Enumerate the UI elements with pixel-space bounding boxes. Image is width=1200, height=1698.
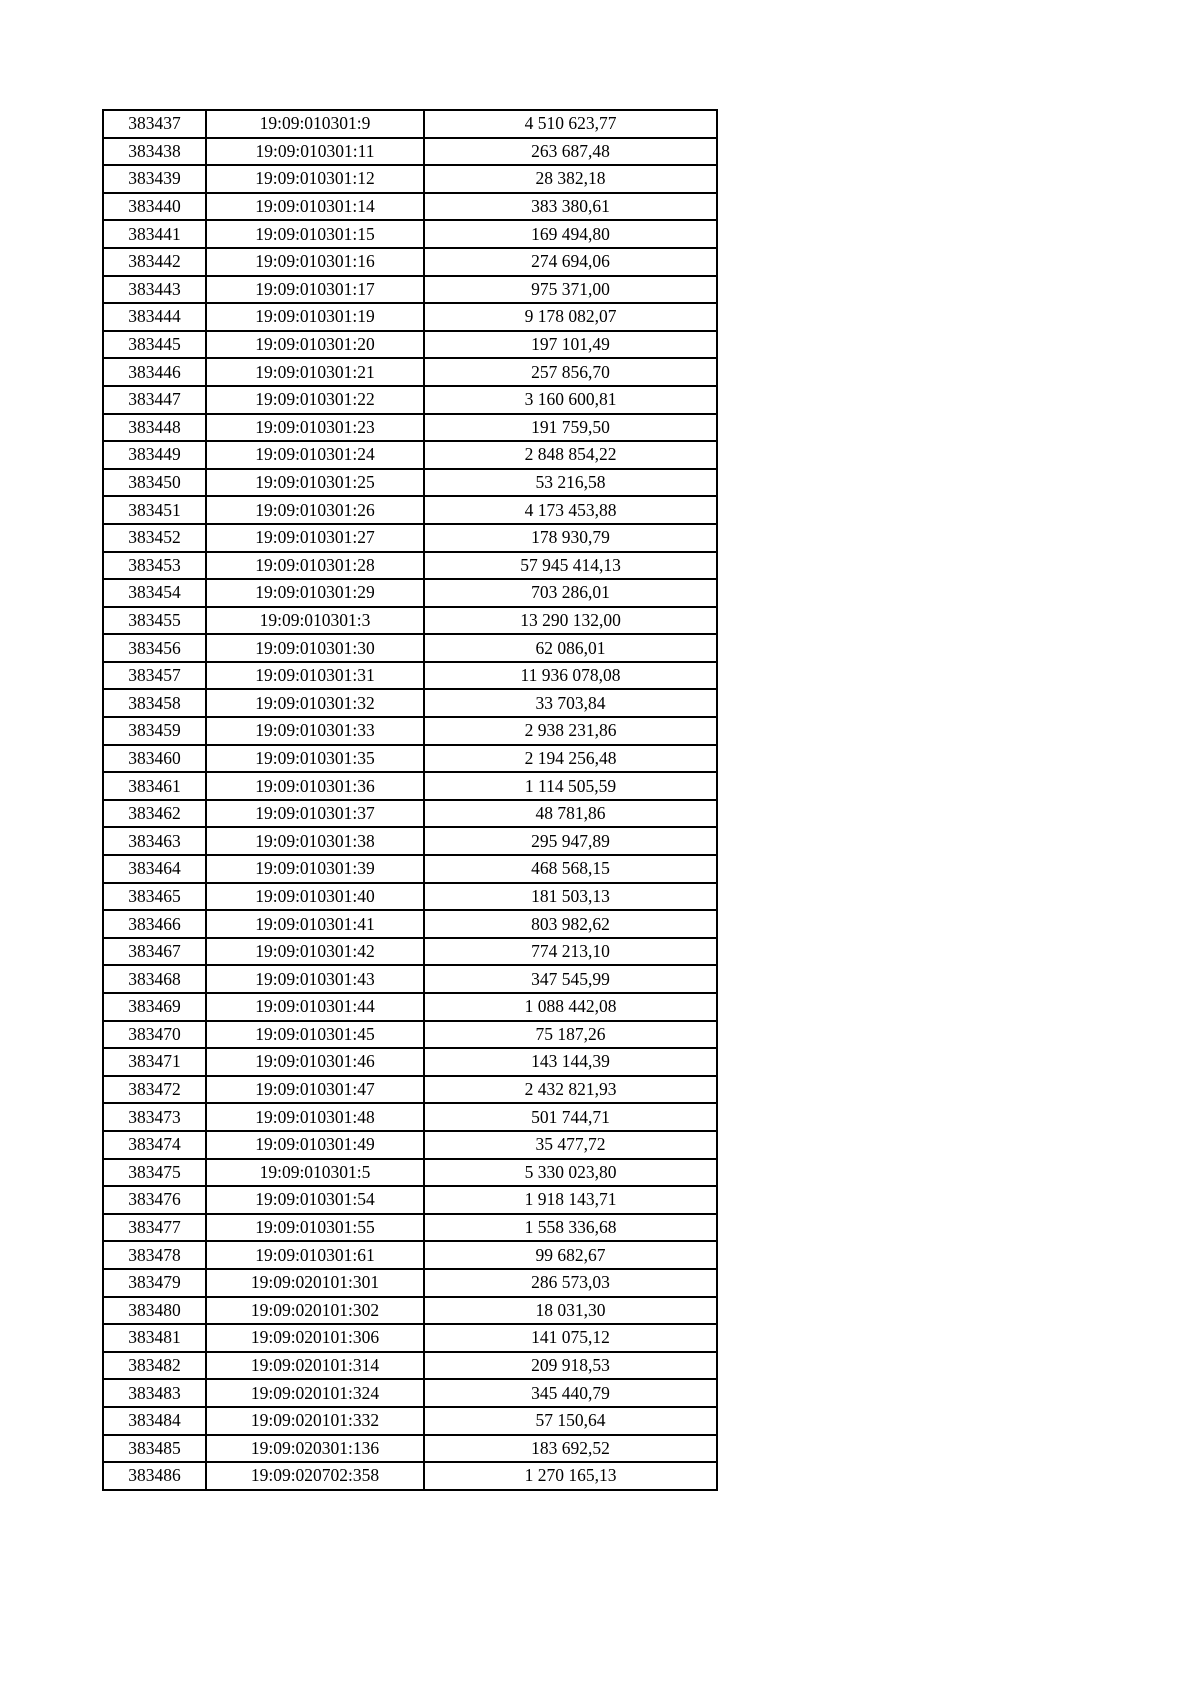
table-row [103, 386, 717, 414]
cadastral-value-cell: 501 744,71 [424, 1103, 717, 1131]
cadastral-value-cell: 28 382,18 [424, 165, 717, 193]
row-number-cell: 383483 [103, 1379, 206, 1407]
table-row [103, 1435, 717, 1463]
cadastral-value-cell: 2 938 231,86 [424, 717, 717, 745]
table-row [103, 855, 717, 883]
row-number-cell: 383464 [103, 855, 206, 883]
cadastral-number-cell: 19:09:010301:26 [206, 496, 424, 524]
cadastral-number-cell: 19:09:010301:17 [206, 276, 424, 304]
row-number-cell: 383469 [103, 993, 206, 1021]
cadastral-number-cell: 19:09:010301:32 [206, 689, 424, 717]
table-row [103, 1241, 717, 1269]
row-number-cell: 383440 [103, 193, 206, 221]
cadastral-number-cell: 19:09:010301:9 [206, 110, 424, 138]
cadastral-value-cell: 468 568,15 [424, 855, 717, 883]
row-number-cell: 383471 [103, 1048, 206, 1076]
table-row [103, 414, 717, 442]
cadastral-number-cell: 19:09:010301:24 [206, 441, 424, 469]
cadastral-number-cell: 19:09:010301:27 [206, 524, 424, 552]
row-number-cell: 383468 [103, 965, 206, 993]
cadastral-number-cell: 19:09:010301:38 [206, 827, 424, 855]
table-row [103, 1379, 717, 1407]
table-row [103, 193, 717, 221]
cadastral-number-cell: 19:09:010301:12 [206, 165, 424, 193]
table-row [103, 965, 717, 993]
cadastral-value-cell: 143 144,39 [424, 1048, 717, 1076]
table-row [103, 772, 717, 800]
cadastral-value-cell: 191 759,50 [424, 414, 717, 442]
row-number-cell: 383477 [103, 1214, 206, 1242]
row-number-cell: 383445 [103, 331, 206, 359]
cadastral-value-cell: 803 982,62 [424, 910, 717, 938]
cadastral-value-cell: 141 075,12 [424, 1324, 717, 1352]
table-row [103, 1269, 717, 1297]
row-number-cell: 383457 [103, 662, 206, 690]
row-number-cell: 383455 [103, 607, 206, 635]
row-number-cell: 383485 [103, 1435, 206, 1463]
row-number-cell: 383439 [103, 165, 206, 193]
row-number-cell: 383481 [103, 1324, 206, 1352]
cadastral-number-cell: 19:09:010301:3 [206, 607, 424, 635]
cadastral-value-cell: 1 088 442,08 [424, 993, 717, 1021]
row-number-cell: 383476 [103, 1186, 206, 1214]
cadastral-value-cell: 286 573,03 [424, 1269, 717, 1297]
cadastral-value-cell: 774 213,10 [424, 938, 717, 966]
row-number-cell: 383475 [103, 1159, 206, 1187]
row-number-cell: 383472 [103, 1076, 206, 1104]
row-number-cell: 383470 [103, 1021, 206, 1049]
row-number-cell: 383437 [103, 110, 206, 138]
table-row [103, 607, 717, 635]
table-row [103, 717, 717, 745]
cadastral-number-cell: 19:09:010301:43 [206, 965, 424, 993]
table-row [103, 1131, 717, 1159]
row-number-cell: 383461 [103, 772, 206, 800]
table-row [103, 1159, 717, 1187]
row-number-cell: 383478 [103, 1241, 206, 1269]
row-number-cell: 383459 [103, 717, 206, 745]
table-row [103, 358, 717, 386]
table-row [103, 469, 717, 497]
row-number-cell: 383438 [103, 138, 206, 166]
cadastral-number-cell: 19:09:010301:15 [206, 220, 424, 248]
cadastral-value-cell: 9 178 082,07 [424, 303, 717, 331]
cadastral-number-cell: 19:09:010301:48 [206, 1103, 424, 1131]
table-row [103, 524, 717, 552]
table-row [103, 827, 717, 855]
row-number-cell: 383460 [103, 745, 206, 773]
cadastral-value-cell: 18 031,30 [424, 1297, 717, 1325]
cadastral-value-cell: 181 503,13 [424, 883, 717, 911]
cadastral-value-cell: 703 286,01 [424, 579, 717, 607]
table-row [103, 276, 717, 304]
row-number-cell: 383451 [103, 496, 206, 524]
cadastral-number-cell: 19:09:010301:49 [206, 1131, 424, 1159]
table-row [103, 800, 717, 828]
table-body [103, 110, 717, 1490]
cadastral-value-cell: 5 330 023,80 [424, 1159, 717, 1187]
cadastral-value-cell: 4 173 453,88 [424, 496, 717, 524]
cadastral-number-cell: 19:09:010301:36 [206, 772, 424, 800]
cadastral-value-cell: 1 558 336,68 [424, 1214, 717, 1242]
cadastral-value-cell: 347 545,99 [424, 965, 717, 993]
cadastral-number-cell: 19:09:010301:16 [206, 248, 424, 276]
table-row [103, 662, 717, 690]
table-row [103, 220, 717, 248]
cadastral-number-cell: 19:09:020101:314 [206, 1352, 424, 1380]
cadastral-value-cell: 48 781,86 [424, 800, 717, 828]
row-number-cell: 383453 [103, 552, 206, 580]
table-row [103, 938, 717, 966]
cadastral-value-cell: 53 216,58 [424, 469, 717, 497]
cadastral-number-cell: 19:09:020101:301 [206, 1269, 424, 1297]
cadastral-number-cell: 19:09:010301:25 [206, 469, 424, 497]
cadastral-number-cell: 19:09:010301:42 [206, 938, 424, 966]
table-row [103, 1324, 717, 1352]
cadastral-value-cell: 257 856,70 [424, 358, 717, 386]
cadastral-value-cell: 975 371,00 [424, 276, 717, 304]
table-row [103, 552, 717, 580]
row-number-cell: 383465 [103, 883, 206, 911]
table-row [103, 1103, 717, 1131]
cadastral-number-cell: 19:09:010301:55 [206, 1214, 424, 1242]
cadastral-value-cell: 1 114 505,59 [424, 772, 717, 800]
table-row [103, 910, 717, 938]
table-row [103, 1048, 717, 1076]
row-number-cell: 383473 [103, 1103, 206, 1131]
cadastral-value-cell: 4 510 623,77 [424, 110, 717, 138]
table-row [103, 1407, 717, 1435]
cadastral-number-cell: 19:09:010301:11 [206, 138, 424, 166]
table-row [103, 883, 717, 911]
cadastral-value-cell: 1 918 143,71 [424, 1186, 717, 1214]
cadastral-number-cell: 19:09:020101:306 [206, 1324, 424, 1352]
row-number-cell: 383452 [103, 524, 206, 552]
cadastral-value-cell: 209 918,53 [424, 1352, 717, 1380]
table-row [103, 248, 717, 276]
cadastral-number-cell: 19:09:010301:33 [206, 717, 424, 745]
cadastral-number-cell: 19:09:020702:358 [206, 1462, 424, 1490]
cadastral-value-cell: 2 432 821,93 [424, 1076, 717, 1104]
cadastral-number-cell: 19:09:020301:136 [206, 1435, 424, 1463]
cadastral-number-cell: 19:09:010301:23 [206, 414, 424, 442]
row-number-cell: 383484 [103, 1407, 206, 1435]
cadastral-value-cell: 3 160 600,81 [424, 386, 717, 414]
cadastral-value-cell: 295 947,89 [424, 827, 717, 855]
cadastral-number-cell: 19:09:010301:20 [206, 331, 424, 359]
cadastral-number-cell: 19:09:010301:45 [206, 1021, 424, 1049]
cadastral-number-cell: 19:09:010301:29 [206, 579, 424, 607]
cadastral-value-cell: 169 494,80 [424, 220, 717, 248]
cadastral-number-cell: 19:09:010301:40 [206, 883, 424, 911]
table-row [103, 1214, 717, 1242]
cadastral-number-cell: 19:09:020101:302 [206, 1297, 424, 1325]
table-row [103, 110, 717, 138]
cadastral-value-cell: 263 687,48 [424, 138, 717, 166]
cadastral-value-cell: 13 290 132,00 [424, 607, 717, 635]
row-number-cell: 383446 [103, 358, 206, 386]
table-row [103, 138, 717, 166]
table-row [103, 1462, 717, 1490]
row-number-cell: 383449 [103, 441, 206, 469]
cadastral-number-cell: 19:09:020101:332 [206, 1407, 424, 1435]
table-row [103, 634, 717, 662]
cadastral-value-cell: 1 270 165,13 [424, 1462, 717, 1490]
cadastral-number-cell: 19:09:010301:30 [206, 634, 424, 662]
cadastral-number-cell: 19:09:010301:41 [206, 910, 424, 938]
table-row [103, 1076, 717, 1104]
table-row [103, 331, 717, 359]
table-row [103, 745, 717, 773]
row-number-cell: 383447 [103, 386, 206, 414]
table-row [103, 165, 717, 193]
cadastral-number-cell: 19:09:010301:19 [206, 303, 424, 331]
table-row [103, 689, 717, 717]
cadastral-value-cell: 383 380,61 [424, 193, 717, 221]
table-row [103, 303, 717, 331]
cadastral-number-cell: 19:09:010301:39 [206, 855, 424, 883]
cadastral-value-cell: 2 848 854,22 [424, 441, 717, 469]
row-number-cell: 383441 [103, 220, 206, 248]
cadastral-number-cell: 19:09:010301:46 [206, 1048, 424, 1076]
cadastral-number-cell: 19:09:010301:54 [206, 1186, 424, 1214]
table-row [103, 1186, 717, 1214]
cadastral-value-cell: 274 694,06 [424, 248, 717, 276]
row-number-cell: 383480 [103, 1297, 206, 1325]
table-row [103, 1352, 717, 1380]
row-number-cell: 383482 [103, 1352, 206, 1380]
cadastral-number-cell: 19:09:010301:28 [206, 552, 424, 580]
cadastral-value-cell: 57 150,64 [424, 1407, 717, 1435]
table-row [103, 1021, 717, 1049]
cadastral-value-cell: 62 086,01 [424, 634, 717, 662]
row-number-cell: 383448 [103, 414, 206, 442]
row-number-cell: 383456 [103, 634, 206, 662]
row-number-cell: 383474 [103, 1131, 206, 1159]
row-number-cell: 383467 [103, 938, 206, 966]
cadastral-number-cell: 19:09:010301:35 [206, 745, 424, 773]
row-number-cell: 383466 [103, 910, 206, 938]
cadastral-number-cell: 19:09:010301:44 [206, 993, 424, 1021]
row-number-cell: 383454 [103, 579, 206, 607]
row-number-cell: 383458 [103, 689, 206, 717]
cadastral-value-cell: 197 101,49 [424, 331, 717, 359]
cadastral-number-cell: 19:09:010301:22 [206, 386, 424, 414]
row-number-cell: 383462 [103, 800, 206, 828]
cadastral-value-cell: 345 440,79 [424, 1379, 717, 1407]
cadastral-value-cell: 11 936 078,08 [424, 662, 717, 690]
cadastral-value-table [102, 109, 718, 1491]
cadastral-number-cell: 19:09:010301:14 [206, 193, 424, 221]
cadastral-number-cell: 19:09:010301:47 [206, 1076, 424, 1104]
cadastral-value-cell: 2 194 256,48 [424, 745, 717, 773]
row-number-cell: 383479 [103, 1269, 206, 1297]
cadastral-number-cell: 19:09:010301:37 [206, 800, 424, 828]
table-row [103, 1297, 717, 1325]
row-number-cell: 383463 [103, 827, 206, 855]
cadastral-number-cell: 19:09:020101:324 [206, 1379, 424, 1407]
cadastral-value-cell: 57 945 414,13 [424, 552, 717, 580]
cadastral-number-cell: 19:09:010301:31 [206, 662, 424, 690]
cadastral-value-cell: 99 682,67 [424, 1241, 717, 1269]
row-number-cell: 383486 [103, 1462, 206, 1490]
cadastral-value-cell: 33 703,84 [424, 689, 717, 717]
cadastral-value-cell: 183 692,52 [424, 1435, 717, 1463]
cadastral-value-cell: 178 930,79 [424, 524, 717, 552]
row-number-cell: 383444 [103, 303, 206, 331]
table-row [103, 496, 717, 524]
table-row [103, 993, 717, 1021]
cadastral-value-cell: 75 187,26 [424, 1021, 717, 1049]
row-number-cell: 383443 [103, 276, 206, 304]
table-row [103, 441, 717, 469]
cadastral-value-cell: 35 477,72 [424, 1131, 717, 1159]
cadastral-number-cell: 19:09:010301:61 [206, 1241, 424, 1269]
cadastral-number-cell: 19:09:010301:5 [206, 1159, 424, 1187]
cadastral-number-cell: 19:09:010301:21 [206, 358, 424, 386]
table-row [103, 579, 717, 607]
row-number-cell: 383450 [103, 469, 206, 497]
row-number-cell: 383442 [103, 248, 206, 276]
